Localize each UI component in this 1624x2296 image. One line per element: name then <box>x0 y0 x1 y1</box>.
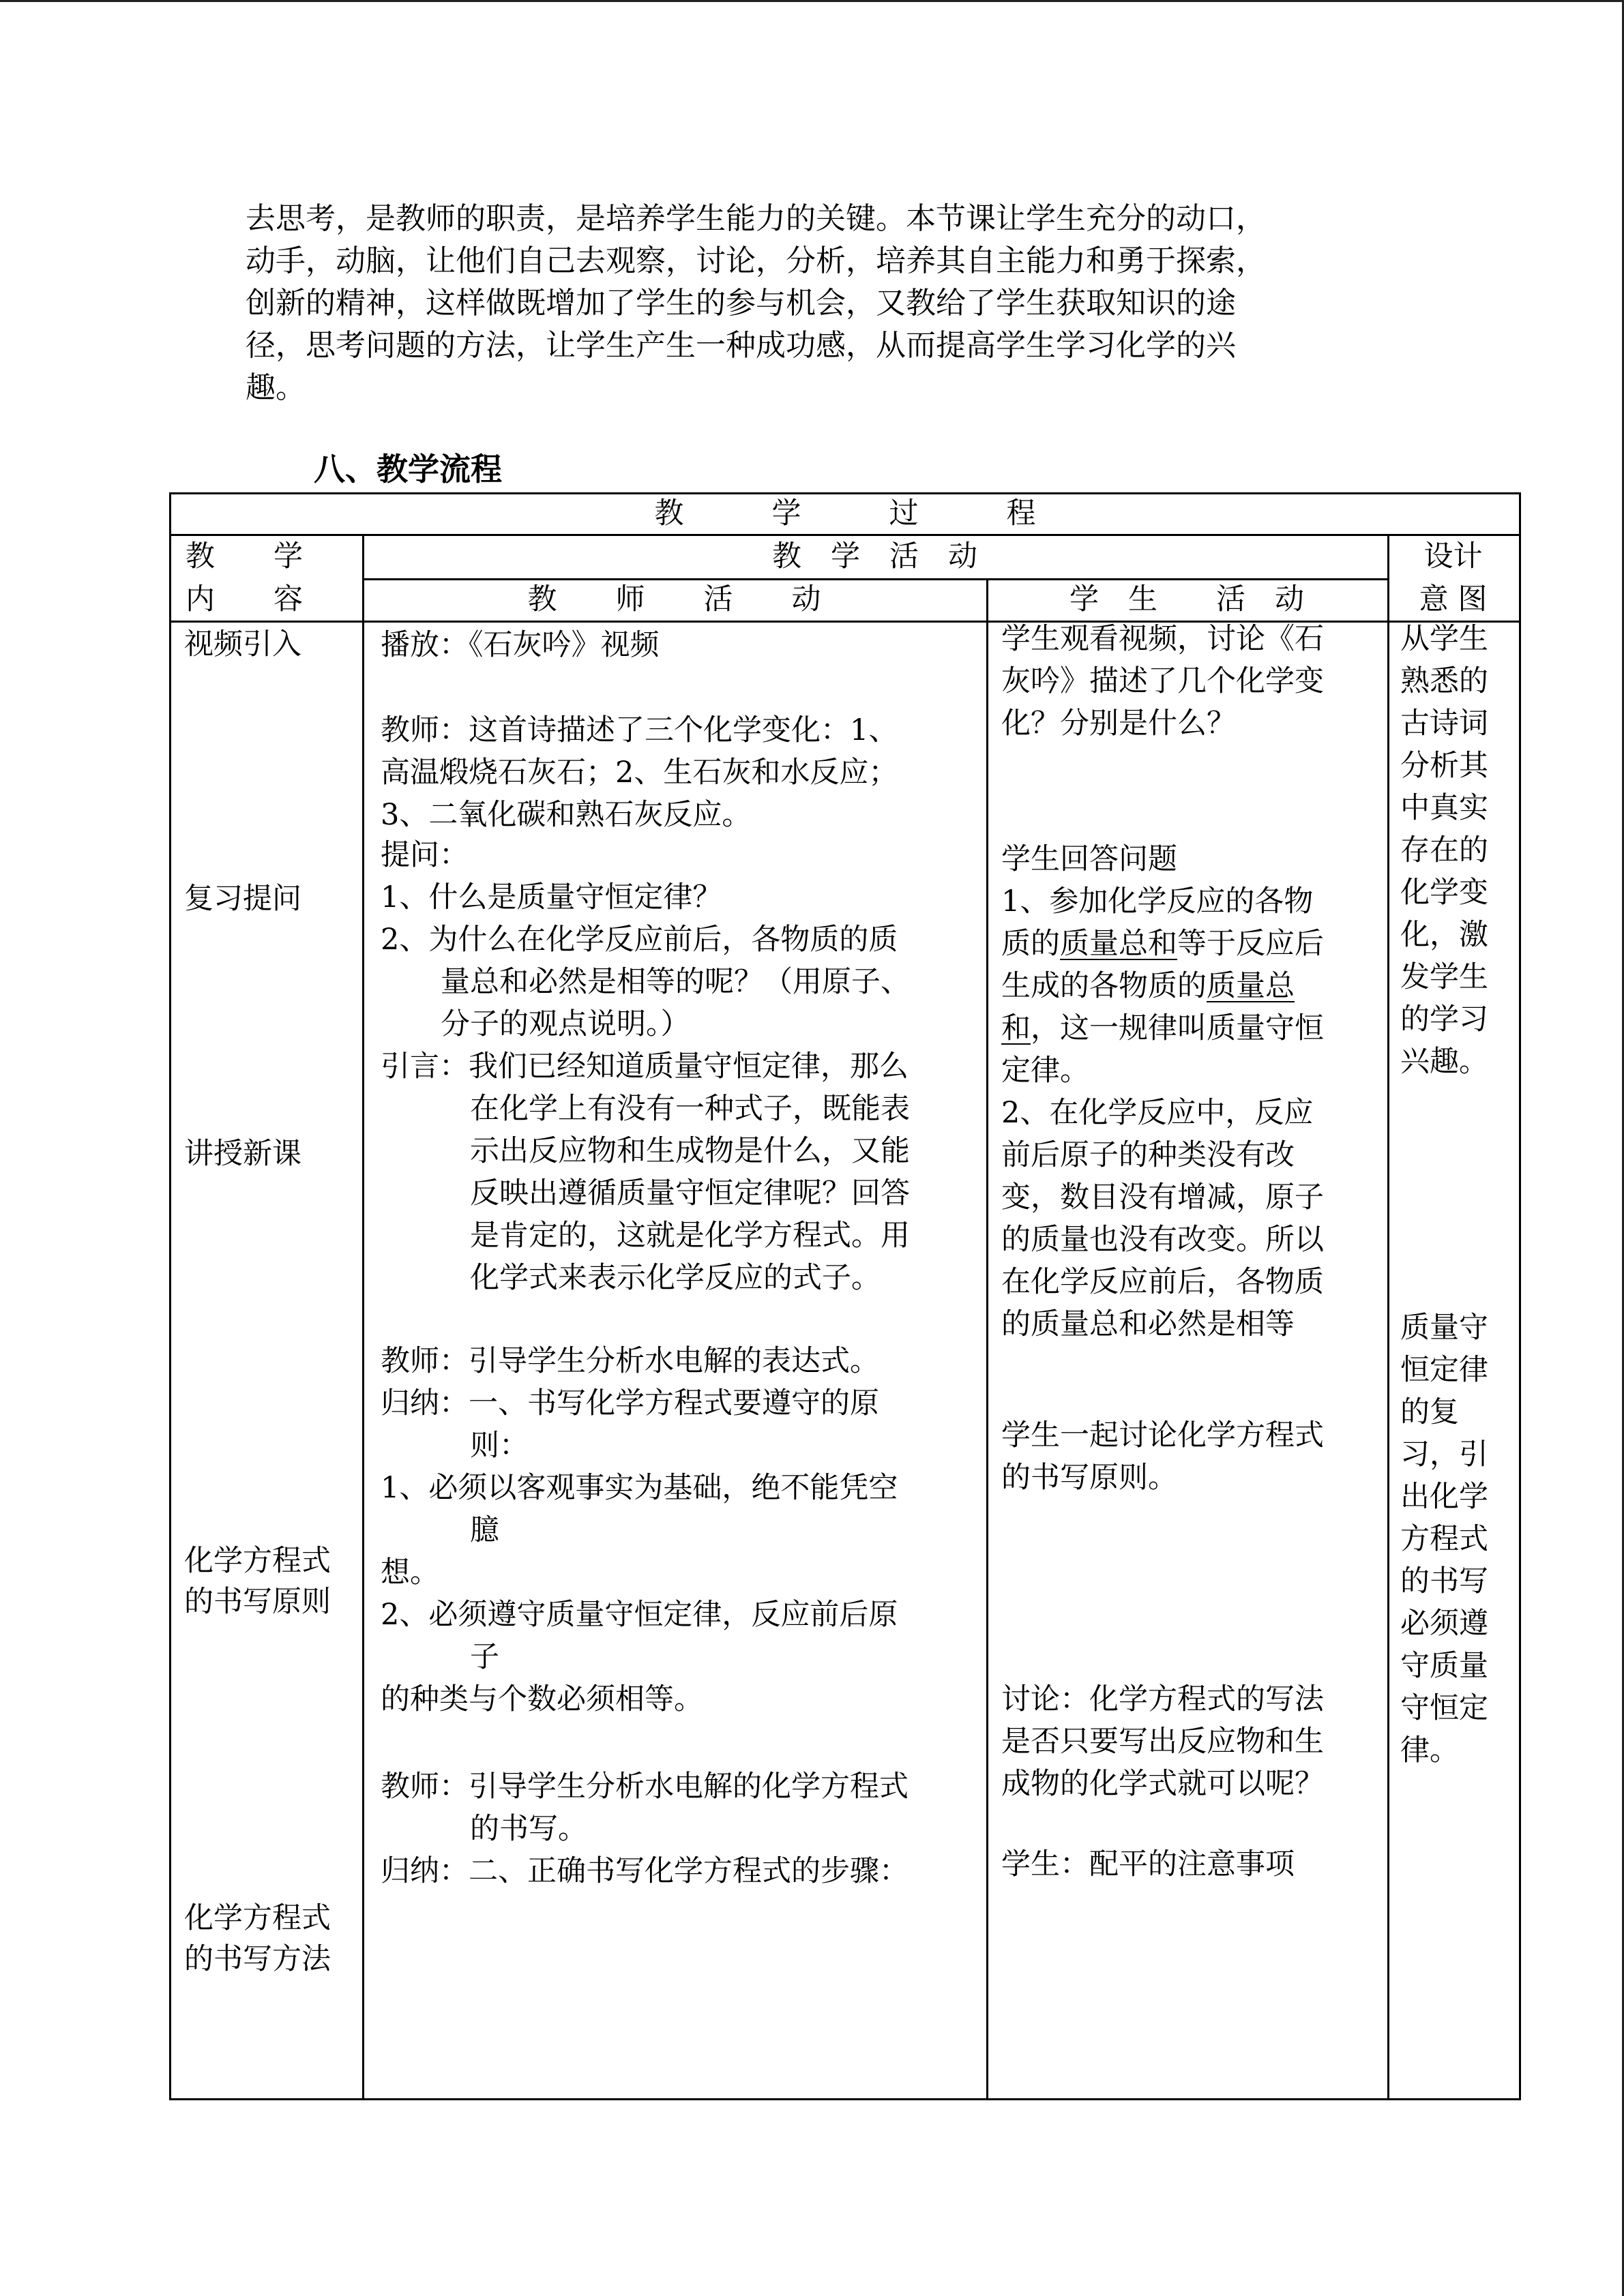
teacher-line: 播放：《石灰吟》视频 <box>381 628 660 662</box>
teacher-line: 1、什么是质量守恒定律？ <box>381 880 722 914</box>
teacher-line: 在化学上有没有一种式子，既能表 <box>470 1092 910 1126</box>
teacher-line: 化学式来表示化学反应的式子。 <box>470 1261 881 1295</box>
design-line: 的学习 <box>1400 1002 1488 1037</box>
student-text: 等于反应后 <box>1177 927 1324 961</box>
header-student-activity <box>986 578 1387 621</box>
design-line: 分析其 <box>1400 749 1488 783</box>
student-line <box>1001 923 1324 964</box>
student-line: 讨论：化学方程式的写法 <box>1001 1682 1324 1716</box>
header-teacher-text: 教 师 活 动 <box>527 582 821 616</box>
teacher-activity-column <box>362 623 986 2098</box>
design-line: 化，激 <box>1400 918 1488 952</box>
student-line: 学生回答问题 <box>1001 842 1177 876</box>
student-line: 1、参加化学反应的各物 <box>1001 884 1314 919</box>
design-line: 从学生 <box>1400 622 1488 656</box>
student-line: 前后原子的种类没有改 <box>1001 1138 1295 1172</box>
design-line: 化学变 <box>1400 876 1488 910</box>
teacher-line: 的种类与个数必须相等。 <box>381 1682 703 1716</box>
student-line: 学生：配平的注意事项 <box>1001 1847 1295 1881</box>
content-label-method: 的书写方法 <box>184 1942 331 1976</box>
design-line: 质量守 <box>1400 1311 1488 1345</box>
header-content-column <box>169 534 362 621</box>
design-line: 恒定律 <box>1400 1353 1488 1387</box>
teaching-process-table <box>169 492 1521 2100</box>
content-label-principle: 化学方程式 <box>184 1544 331 1578</box>
student-line: 2、在化学反应中，反应 <box>1001 1096 1314 1130</box>
header-activity <box>362 534 1387 578</box>
teacher-line: 2、必须遵守质量守恒定律，反应前后原 <box>381 1598 898 1632</box>
design-line: 的复 <box>1400 1395 1459 1429</box>
teacher-line: 3、二氧化碳和熟石灰反应。 <box>381 798 752 832</box>
design-line: 存在的 <box>1400 833 1488 867</box>
student-line <box>1001 966 1295 1007</box>
teacher-line: 子 <box>470 1640 499 1674</box>
student-line: 学生一起讨论化学方程式 <box>1001 1418 1324 1452</box>
student-text: 生成的各物质的 <box>1001 969 1207 1003</box>
header-student-text: 学 生 活 动 <box>1069 582 1304 616</box>
design-line: 兴趣。 <box>1400 1045 1488 1079</box>
table-border-bottom <box>169 2098 1521 2100</box>
teacher-line: 归纳：一、书写化学方程式要遵守的原 <box>381 1386 879 1420</box>
design-line: 律。 <box>1400 1733 1459 1768</box>
intro-line: 径，思考问题的方法，让学生产生一种成功感，从而提高学生学习化学的兴 <box>246 328 1236 363</box>
student-text: 质的 <box>1001 927 1060 961</box>
underlined-term: 质量总 <box>1207 969 1295 1003</box>
design-line: 的书写 <box>1400 1564 1488 1598</box>
section-heading: 八、教学流程 <box>314 451 502 488</box>
teacher-line: 示出反应物和生成物是什么，又能 <box>470 1134 910 1168</box>
student-line: 的质量也没有改变。所以 <box>1001 1223 1324 1257</box>
table-title <box>169 492 1521 534</box>
teacher-line: 反映出遵循质量守恒定律呢？回答 <box>470 1176 910 1210</box>
design-line: 方程式 <box>1400 1522 1488 1556</box>
student-line: 的质量总和必然是相等 <box>1001 1307 1295 1341</box>
student-line: 变，数目没有增减，原子 <box>1001 1180 1324 1214</box>
header-design-intent <box>1387 534 1519 621</box>
student-text: ，这一规律叫质量守恒 <box>1031 1011 1324 1045</box>
intro-paragraph <box>246 198 1378 409</box>
teacher-line: 臆 <box>470 1513 499 1547</box>
design-line: 中真实 <box>1400 791 1488 825</box>
student-line <box>1001 1008 1324 1049</box>
teacher-line: 引言：我们已经知道质量守恒定律，那么 <box>381 1049 909 1084</box>
student-line: 成物的化学式就可以呢？ <box>1001 1767 1324 1801</box>
teacher-line: 归纳：二、正确书写化学方程式的步骤： <box>381 1854 909 1888</box>
student-line: 定律。 <box>1001 1054 1089 1088</box>
content-label-principle: 的书写原则 <box>184 1585 331 1619</box>
teacher-line: 分子的观点说明。） <box>441 1007 690 1041</box>
teacher-line: 是肯定的，这就是化学方程式。用 <box>470 1219 910 1253</box>
design-line: 守恒定 <box>1400 1691 1488 1725</box>
underlined-term: 质量总和 <box>1060 927 1177 961</box>
teacher-line: 想。 <box>381 1555 439 1590</box>
intro-line: 趣。 <box>246 370 306 405</box>
header-teacher-activity <box>362 578 986 621</box>
design-intent-column <box>1389 623 1519 2098</box>
content-label-review: 复习提问 <box>184 882 301 916</box>
design-line: 古诗词 <box>1400 706 1488 741</box>
teacher-line: 教师：引导学生分析水电解的化学方程式 <box>381 1770 909 1804</box>
intro-line: 创新的精神，这样做既增加了学生的参与机会，又教给了学生获取知识的途 <box>246 286 1236 320</box>
design-line: 熟悉的 <box>1400 664 1488 698</box>
teacher-line: 1、必须以客观事实为基础，绝不能凭空 <box>381 1471 898 1505</box>
student-line: 是否只要写出反应物和生 <box>1001 1725 1324 1759</box>
header-activity-text: 教 学 活 动 <box>772 539 977 573</box>
design-line: 守质量 <box>1400 1649 1488 1683</box>
content-label-method: 化学方程式 <box>184 1901 331 1935</box>
table-border-right <box>1519 492 1521 2100</box>
intro-line: 去思考，是教师的职责，是培养学生能力的关键。本节课让学生充分的动口， <box>246 201 1266 236</box>
teacher-line: 教师：这首诗描述了三个化学变化：1、 <box>381 713 898 747</box>
teacher-line: 的书写。 <box>470 1812 587 1846</box>
underlined-term: 和 <box>1001 1011 1031 1045</box>
table-title-text: 教 学 过 程 <box>654 496 1036 531</box>
design-line: 必须遵 <box>1400 1607 1488 1641</box>
teacher-line: 高温煅烧石灰石；2、生石灰和水反应； <box>381 756 898 790</box>
student-line: 化？分别是什么？ <box>1001 706 1236 741</box>
content-column <box>169 623 362 2098</box>
student-activity-column <box>986 623 1387 2098</box>
student-line: 在化学反应前后，各物质 <box>1001 1265 1324 1299</box>
student-line: 的书写原则。 <box>1001 1461 1177 1495</box>
page-top-border <box>0 0 1624 2</box>
design-line: 出化学 <box>1400 1480 1488 1514</box>
content-label-lecture: 讲授新课 <box>184 1137 301 1171</box>
header-content-line: 内 容 <box>186 582 303 616</box>
header-design-line: 意 图 <box>1419 582 1488 616</box>
student-line: 学生观看视频，讨论《石 <box>1001 622 1324 656</box>
student-line: 灰吟》描述了几个化学变 <box>1001 664 1324 698</box>
teacher-line: 教师：引导学生分析水电解的表达式。 <box>381 1344 879 1378</box>
teacher-line: 量总和必然是相等的呢？（用原子、 <box>441 965 910 999</box>
design-line: 发学生 <box>1400 960 1488 994</box>
header-content-line: 教 学 <box>186 539 303 573</box>
teacher-line: 2、为什么在化学反应前后，各物质的质 <box>381 923 898 957</box>
teacher-line: 提问： <box>381 838 469 872</box>
intro-line: 动手，动脑，让他们自己去观察，讨论，分析，培养其自主能力和勇于探索， <box>246 243 1266 278</box>
header-design-line: 设计 <box>1423 539 1483 573</box>
teacher-line: 则： <box>470 1429 529 1463</box>
content-label-video: 视频引入 <box>184 627 301 661</box>
design-line: 习，引 <box>1400 1437 1488 1472</box>
